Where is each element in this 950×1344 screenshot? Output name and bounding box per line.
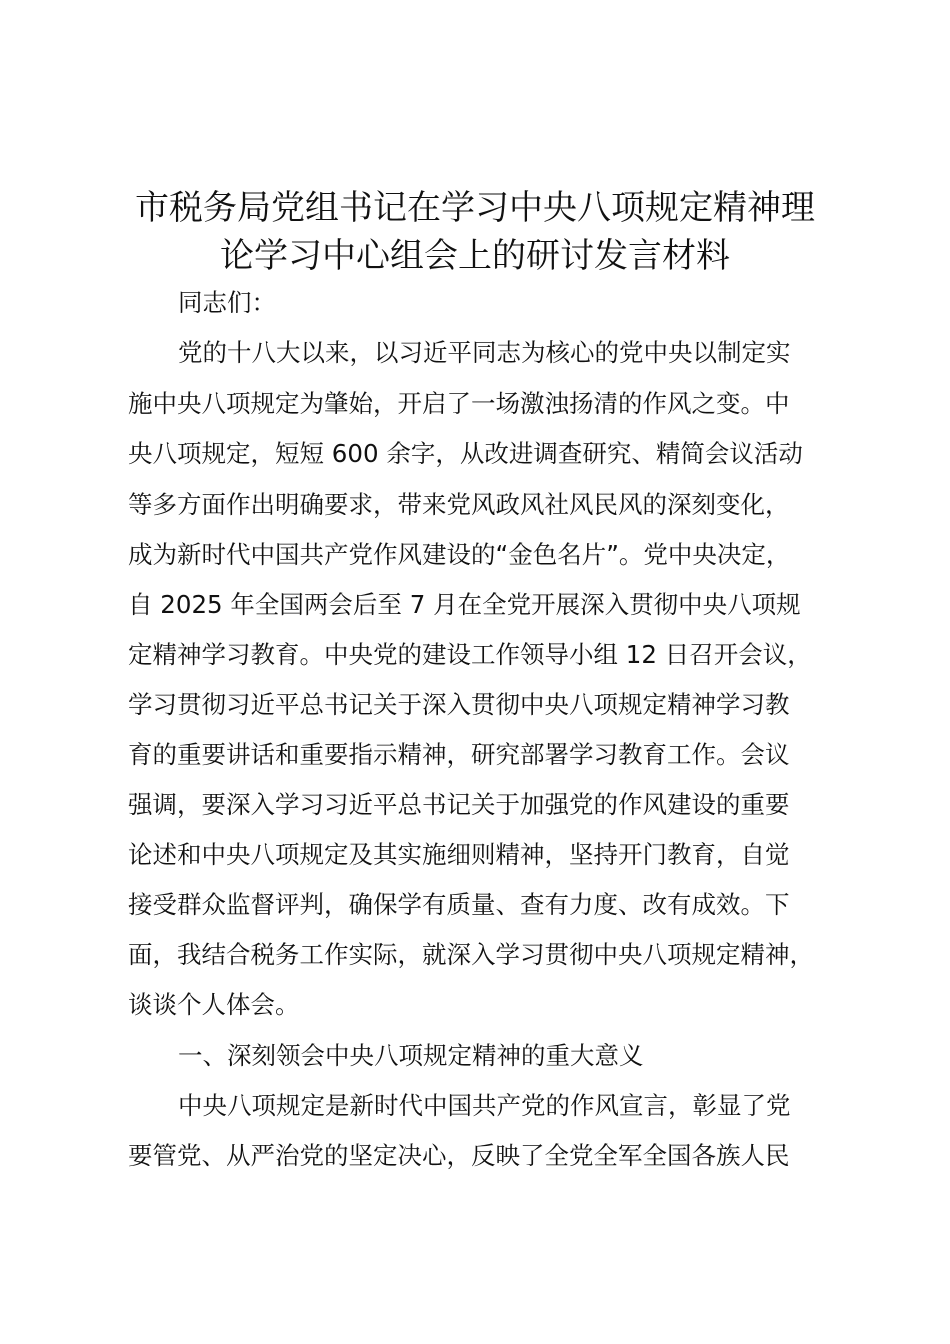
title-line-2-text: 论学习中心组会上的研讨发言材料 <box>220 236 730 276</box>
paragraph-1-line: 强调，要深入学习习近平总书记关于加强党的作风建设的重要 <box>128 790 790 819</box>
paragraph-1-line: 谈谈个人体会。 <box>128 990 300 1019</box>
paragraph-1-line: 定精神学习教育。中央党的建设工作领导小组 12 日召开会议， <box>128 640 812 669</box>
paragraph-1-line: 央八项规定，短短 600 余字，从改进调查研究、精简会议活动 <box>128 439 803 468</box>
title-line-1-text: 市税务局党组书记在学习中央八项规定精神理 <box>135 188 815 228</box>
paragraph-1-line: 成为新时代中国共产党作风建设的“金色名片”。党中央决定， <box>128 540 791 569</box>
paragraph-1-line: 接受群众监督评判，确保学有质量、查有力度、改有成效。下 <box>128 890 790 919</box>
paragraph-1-line: 学习贯彻习近平总书记关于深入贯彻中央八项规定精神学习教 <box>128 690 790 719</box>
document-title-line-1 <box>100 183 850 233</box>
paragraph-2-line: 中央八项规定是新时代中国共产党的作风宣言，彰显了党 <box>178 1091 791 1120</box>
salutation: 同志们： <box>178 288 276 317</box>
section-heading-1: 一、深刻领会中央八项规定精神的重大意义 <box>178 1041 644 1070</box>
paragraph-1-line: 党的十八大以来，以习近平同志为核心的党中央以制定实 <box>178 338 791 367</box>
paragraph-2-line: 要管党、从严治党的坚定决心，反映了全党全军全国各族人民 <box>128 1141 790 1170</box>
paragraph-1-line: 育的重要讲话和重要指示精神，研究部署学习教育工作。会议 <box>128 740 790 769</box>
document-title-line-2 <box>100 231 850 281</box>
paragraph-1-line: 自 2025 年全国两会后至 7 月在全党开展深入贯彻中央八项规 <box>128 590 801 619</box>
paragraph-1-line: 面，我结合税务工作实际，就深入学习贯彻中央八项规定精神， <box>128 940 814 969</box>
paragraph-1-line: 施中央八项规定为肇始，开启了一场激浊扬清的作风之变。中 <box>128 389 790 418</box>
paragraph-1-line: 等多方面作出明确要求，带来党风政风社风民风的深刻变化， <box>128 490 790 519</box>
paragraph-1-line: 论述和中央八项规定及其实施细则精神，坚持开门教育，自觉 <box>128 840 790 869</box>
